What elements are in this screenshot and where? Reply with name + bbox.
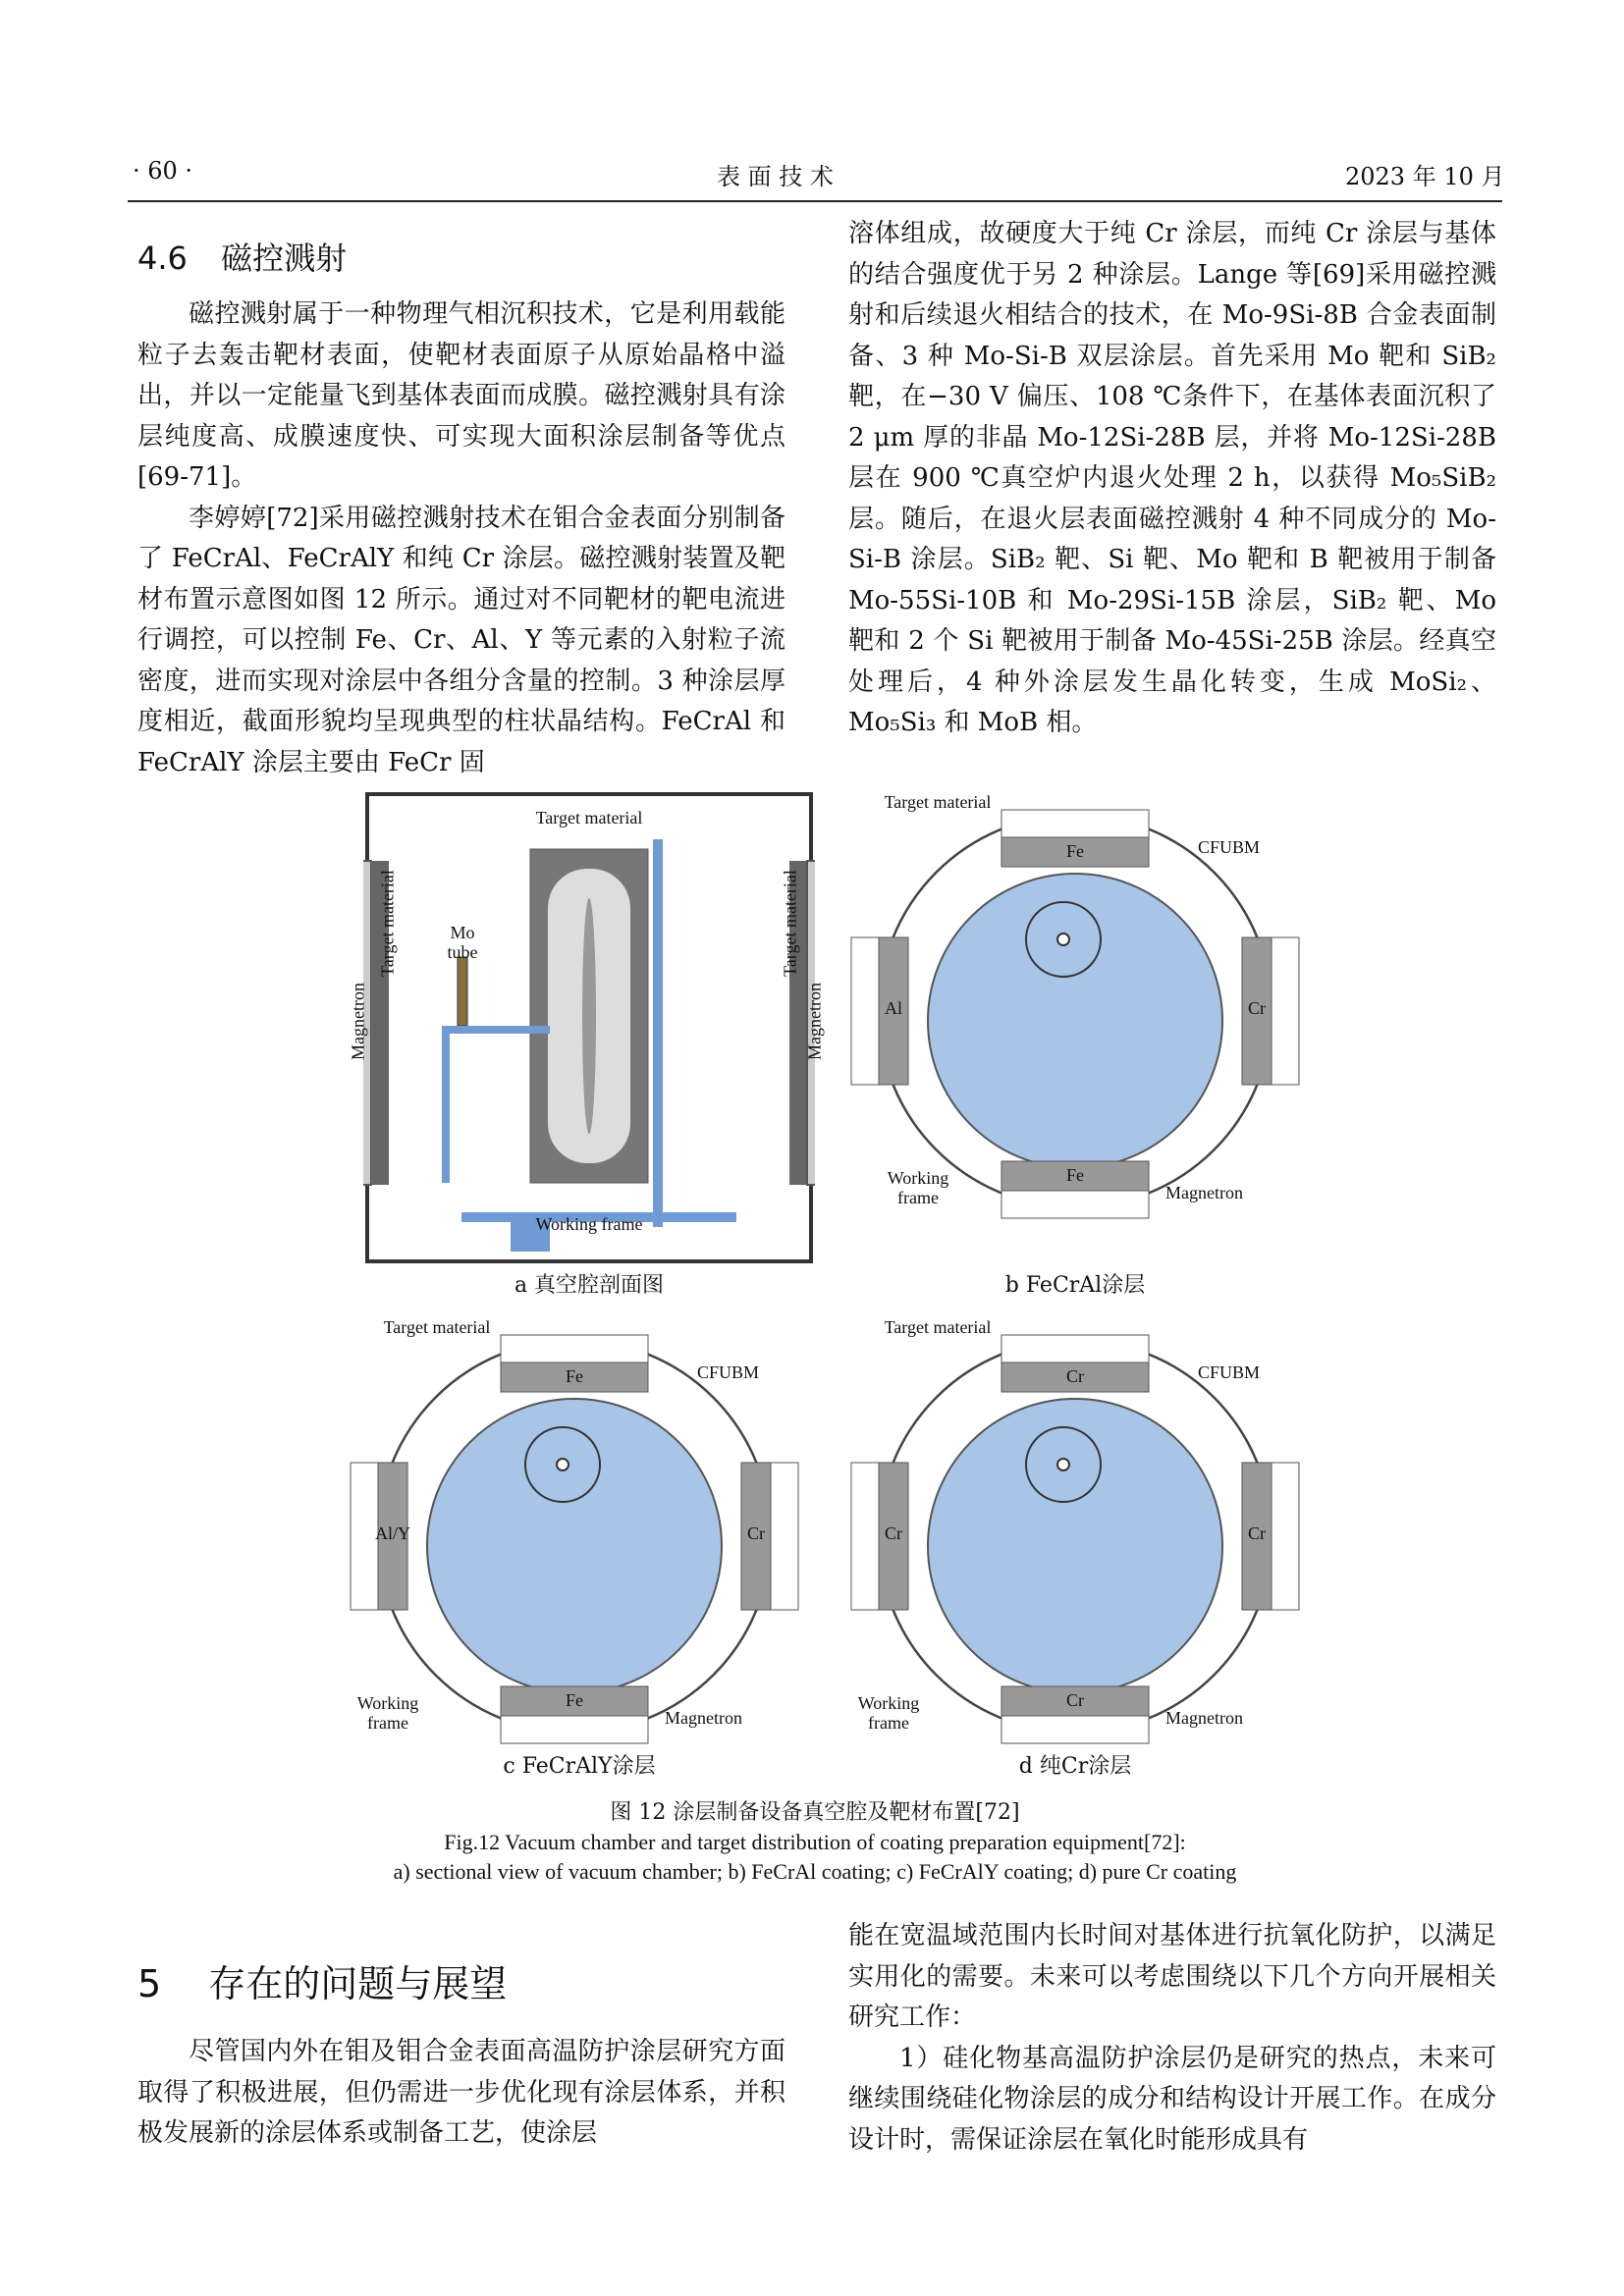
top-target-element: Cr <box>1066 1366 1084 1386</box>
figure-c-sublabel: c FeCrAlY涂层 <box>503 1754 656 1779</box>
journal-title: 表 面 技 术 <box>717 163 834 190</box>
left-column <box>137 294 785 783</box>
figure-d-pure-cr <box>839 1315 1311 1747</box>
target-material-label: Target material <box>884 792 992 812</box>
paragraph: 能在宽温域范围内长时间对基体进行抗氧化防护，以满足实用化的需要。未来可以考虑围绕以下几个方向开展相关研究工作： <box>848 1921 1496 2032</box>
target-material-left-label: Target material <box>377 870 398 977</box>
section-title: 存在的问题与展望 <box>208 1962 508 2005</box>
top-target-element: Fe <box>566 1366 583 1386</box>
section-number: 5 <box>137 1962 162 2005</box>
mo-tube-label: Mo tube <box>447 923 478 962</box>
figure-a-sublabel: a 真空腔剖面图 <box>514 1273 665 1298</box>
right-target-element: Cr <box>1248 1523 1266 1543</box>
target-material-top-label: Target material <box>535 808 643 828</box>
magnetron-label: Magnetron <box>665 1708 742 1728</box>
paragraph: 溶体组成，故硬度大于纯 Cr 涂层，而纯 Cr 涂层与基体的结合强度优于另 2 种涂层。Lange 等[69]采用磁控溅射和后续退火相结合的技术，在 Mo-9Si-8B 合金表面制备、3 种 Mo-Si-B 双层涂层。首先采用 Mo 靶和 SiB₂ 靶，在−30 V 偏压、108 ℃条件下，在基体表面沉积了 2 μm 厚的非晶 Mo-12Si-28B 层，并将 Mo-12Si-28B 层在 900 ℃真空炉内退火处理 2 h，以获得 Mo₅SiB₂ 层。随后，在退火层表面磁控溅射 4 种不同成分的 Mo-Si-B 涂层。SiB₂ 靶、Si 靶、Mo 靶和 B 靶被用于制备 Mo-55Si-10B 和 Mo-29Si-15B 涂层，SiB₂ 靶、Mo 靶和 2 个 Si 靶被用于制备 Mo-45Si-25B 涂层。经真空处理后，4 种外涂层发生晶化转变，生成 MoSi₂、Mo₅Si₃ 和 MoB 相。 <box>848 219 1496 737</box>
cfubm-label: CFUBM <box>697 1362 760 1382</box>
bottom-left-column <box>137 2032 785 2155</box>
right-column <box>848 214 1496 744</box>
paragraph: 磁控溅射属于一种物理气相沉积技术，它是利用载能粒子去轰击靶材表面，使靶材表面原子从原始晶格中溢出，并以一定能量飞到基体表面而成膜。磁控溅射具有涂层纯度高、成膜速度快、可实现大面积涂层制备等优点[69-71]。 <box>137 299 785 492</box>
caption-chinese: 图 12 涂层制备设备真空腔及靶材布置[72] <box>610 1800 1020 1825</box>
magnetron-label: Magnetron <box>1165 1708 1243 1728</box>
cfubm-label: CFUBM <box>1198 1362 1261 1382</box>
working-frame-label: Working frame <box>356 1693 419 1733</box>
paragraph: 尽管国内外在钼及钼合金表面高温防护涂层研究方面取得了积极进展，但仍需进一步优化现有涂层体系，并积极发展新的涂层体系或制备工艺，使涂层 <box>137 2037 785 2148</box>
section-heading-4-6 <box>137 234 347 279</box>
target-material-label: Target material <box>884 1317 992 1337</box>
caption-english-1: Fig.12 Vacuum chamber and target distribution of coating preparation equipment[72]: <box>444 1830 1186 1854</box>
bottom-target-element: Cr <box>1066 1690 1084 1710</box>
target-material-label: Target material <box>383 1317 491 1337</box>
right-target-element: Cr <box>747 1523 765 1543</box>
working-frame-label: Working frame <box>887 1168 949 1207</box>
cfubm-label: CFUBM <box>1198 837 1261 857</box>
header-rule <box>128 200 1502 202</box>
section-title: 磁控溅射 <box>221 240 348 277</box>
left-target-element: Al <box>885 998 902 1018</box>
magnetron-label: Magnetron <box>1165 1183 1243 1202</box>
left-target-element: Cr <box>885 1523 902 1543</box>
figure-b-sublabel: b FeCrAl涂层 <box>1004 1273 1146 1298</box>
magnetron-right-label: Magnetron <box>804 983 825 1060</box>
left-target-element: Al/Y <box>375 1523 410 1543</box>
bottom-right-column <box>848 1916 1496 2161</box>
section-number: 4.6 <box>137 240 188 277</box>
section-heading-5 <box>137 1953 507 2007</box>
figure-c-fecraly <box>339 1315 810 1747</box>
figure-a-vacuum-chamber <box>348 790 825 1266</box>
magnetron-left-label: Magnetron <box>348 983 368 1060</box>
figure-caption <box>128 1798 1502 1887</box>
page-number: · 60 · <box>133 157 193 185</box>
target-material-right-label: Target material <box>780 870 800 977</box>
paragraph: 李婷婷[72]采用磁控溅射技术在钼合金表面分别制备了 FeCrAl、FeCrAlY 和纯 Cr 涂层。磁控溅射装置及靶材布置示意图如图 12 所示。通过对不同靶材的靶电流进行调控，可以控制 Fe、Cr、Al、Y 等元素的入射粒子流密度，进而实现对涂层中各组分含量的控制。3 种涂层厚度相近，截面形貌均呈现典型的柱状晶结构。FeCrAl 和 FeCrAlY 涂层主要由 FeCr 固 <box>137 503 785 777</box>
issue-date: 2023 年 10 月 <box>1345 163 1505 190</box>
right-target-element: Cr <box>1248 998 1266 1018</box>
working-frame-label: Working frame <box>857 1693 920 1733</box>
working-frame-label: Working frame <box>535 1214 643 1234</box>
figure-d-sublabel: d 纯Cr涂层 <box>1018 1754 1132 1779</box>
bottom-target-element: Fe <box>1066 1165 1084 1185</box>
paragraph: 1）硅化物基高温防护涂层仍是研究的热点，未来可继续围绕硅化物涂层的成分和结构设计开展工作。在成分设计时，需保证涂层在氧化时能形成具有 <box>848 2043 1496 2155</box>
caption-english-2: a) sectional view of vacuum chamber; b) FeCrAl coating; c) FeCrAlY coating; d) pure Cr coating <box>393 1859 1237 1884</box>
bottom-target-element: Fe <box>566 1690 583 1710</box>
figure-b-fecral <box>839 790 1311 1222</box>
top-target-element: Fe <box>1066 841 1084 861</box>
